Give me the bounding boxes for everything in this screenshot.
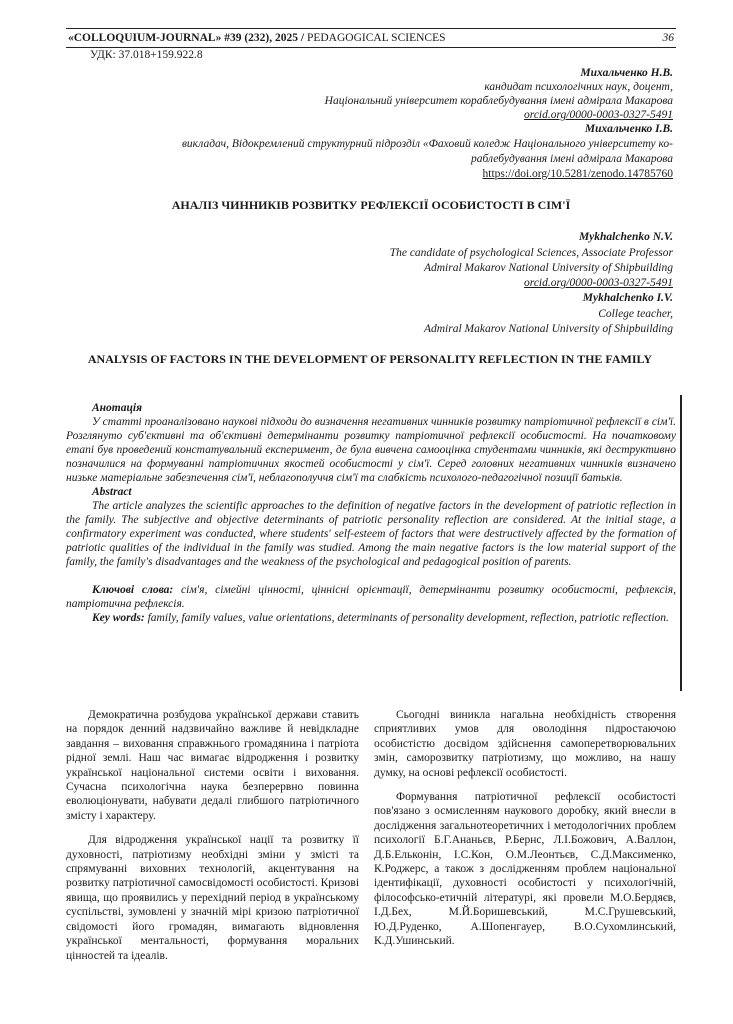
author-ua-1-position: кандидат психологічних наук, доцент, [484,81,673,93]
author-en-2-position: College teacher, [598,308,673,320]
author-ua-1-orcid-link[interactable]: orcid.org/0000-0003-0327-5491 [524,109,673,121]
keywords-ua-label: Ключові слова: [92,584,174,596]
abstract-margin-rule [680,395,682,691]
author-en-1-affiliation: Admiral Makarov National University of Shipbuilding [423,262,673,274]
annotation-section [66,401,676,625]
body-left-paragraph-1: Демократична розбудова української держави ставить на порядок денний надзвичайно важливе й невідкладне завдання – виховання справжнього громадянина і патріота рідної землі. Наш час вимагає відродження і розвитку української національної системи освіти і виховання. Сучасна психологічна наука безперервно повинна еволюціонувати, набувати дедалі глибшого патріотичного змісту і характеру. [66,709,359,822]
keywords-ua [66,583,676,611]
doi-link[interactable]: https://doi.org/10.5281/zenodo.14785760 [482,168,673,180]
author-en-1-orcid-link[interactable]: orcid.org/0000-0003-0327-5491 [524,277,673,289]
body-right-column [374,708,676,959]
title-en: ANALYSIS OF FACTORS IN THE DEVELOPMENT OF PERSONALITY REFLECTION IN THE FAMILY [87,352,653,366]
abstract-heading: Abstract [92,486,132,498]
annotation-text: У статті проаналізовано наукові підходи до визначення негативних чинників розвитку патріотичної рефлексії в сім'ї. Розглянуто суб'єктивні та об'єктивні детермінанти розвитку патріотичної рефлексії особистості. На початковому етапі був проведений констатувальний експеримент, де була вивчена самооцінка студентами чинників, які деструктивно позначилися на формуванні патріотичних якостей особистості у сім'ї. Серед головних негативних чинників визначено низьке матеріальне забезпечення сім'ї, неблагополуччя сім'ї та слабкість психолого-педагогічної позиції батьків. [66,416,676,484]
keywords-en-text: family, family values, value orientations, determinants of personality development, reflection, patriotic reflection. [144,612,669,624]
author-ua-2-affiliation: раблебудування імені адмірала Макарова [471,153,673,165]
author-en-2-affiliation: Admiral Makarov National University of Shipbuilding [423,323,673,335]
keywords-en-label: Key words: [92,612,145,624]
abstract-text: The article analyzes the scientific approaches to the definition of negative factors in the development of patriotic reflection in the family. The subjective and objective determinants of patriotic personality reflection are considered. At the initial stage, a confirmatory experiment was conducted, where students' self-esteem of factors that were destructively affected by the formation of patriotic qualities of the individual in the family was studied. Among the main negative factors is the low material support of the family, the family's disadvantages and the weakness of the psychological and pedagogical position of parents. [66,500,676,568]
body-left-paragraph-2: Для відродження української нації та розвитку її духовності, патріотизму необхідні зміни у змісті та спрямуванні виховних технологій, акцентування на розвитку патріотичної самосвідомості особистості. Кризові явища, що проявились у перехідний період в українському суспільстві, зумовлені у значній мірі кризою патріотичної свідомості його громадян, вимагають відновлення української ментальності, формування моральних цінностей та ідеалів. [66,834,360,962]
author-ua-1-affiliation: Національний університет кораблебудування імені адмірала Макарова [324,95,673,107]
keywords-ua-text: сім'я, сімейні цінності, ціннісні орієнтації, детермінанти розвитку особистості, рефлексія, патріотична рефлексія. [66,584,676,610]
page-number: 36 [662,32,674,44]
author-en-1-position: The candidate of psychological Sciences, Associate Professor [389,247,673,259]
author-ua-1-name: Михальченко Н.В. [580,67,673,79]
author-en-1-name: Mykhalchenko N.V. [578,231,673,243]
body-right-paragraph-1: Сьогодні виникла нагальна необхідність створення сприятливих умов для оволодіння підростаючою особистістю досвідом здійснення самоперетворювальних змін, саморозвитку патріотизму, що можливо, на нашу думку, на основі рефлексії особистості. [374,709,676,779]
author-en-2-name: Mykhalchenko I.V. [582,292,673,304]
annotation-heading: Анотація [92,402,143,414]
journal-name: «COLLOQUIUM-JOURNAL» #39 (232), 2025 / [68,32,305,44]
keywords-en [66,611,676,625]
body-left-column [66,708,359,973]
body-right-paragraph-2: Формування патріотичної рефлексії особистості пов'язано з осмисленням наукового доробку, який внесли в дослідження загальнотеоретичних і методологічних проблем психології Б.Г.Ананьєв, Р.Бернс, Л.І.Божович, А.Валлон, Д.Б.Ельконін, І.С.Кон, О.М.Леонтьєв, С.Д.Максименко, К.Роджерс, а також з дослідженням проблем національної ідентифікації, духовності особистості у психологічній, філософсько-етичній літературі, які провели М.О.Бердяєв, І.Д.Бех, М.Й.Боришевський, М.С.Грушевський, Ю.Д.Руденко, А.Шопенгауер, В.О.Сухомлинський, К.Д.Ушинський. [374,791,676,948]
udc-code: УДК: 37.018+159.922.8 [90,49,203,61]
journal-section: PEDAGOGICAL SCIENCES [304,32,446,44]
journal-info [68,30,446,46]
author-ua-2-position: викладач, Відокремлений структурний підрозділ «Фаховий коледж Національного університету ко- [181,138,673,150]
page-header [66,28,676,48]
title-ua: АНАЛІЗ ЧИННИКІВ РОЗВИТКУ РЕФЛЕКСІЇ ОСОБИСТОСТІ В СІМ'Ї [171,198,571,212]
author-ua-2-name: Михальченко І.В. [584,123,673,135]
